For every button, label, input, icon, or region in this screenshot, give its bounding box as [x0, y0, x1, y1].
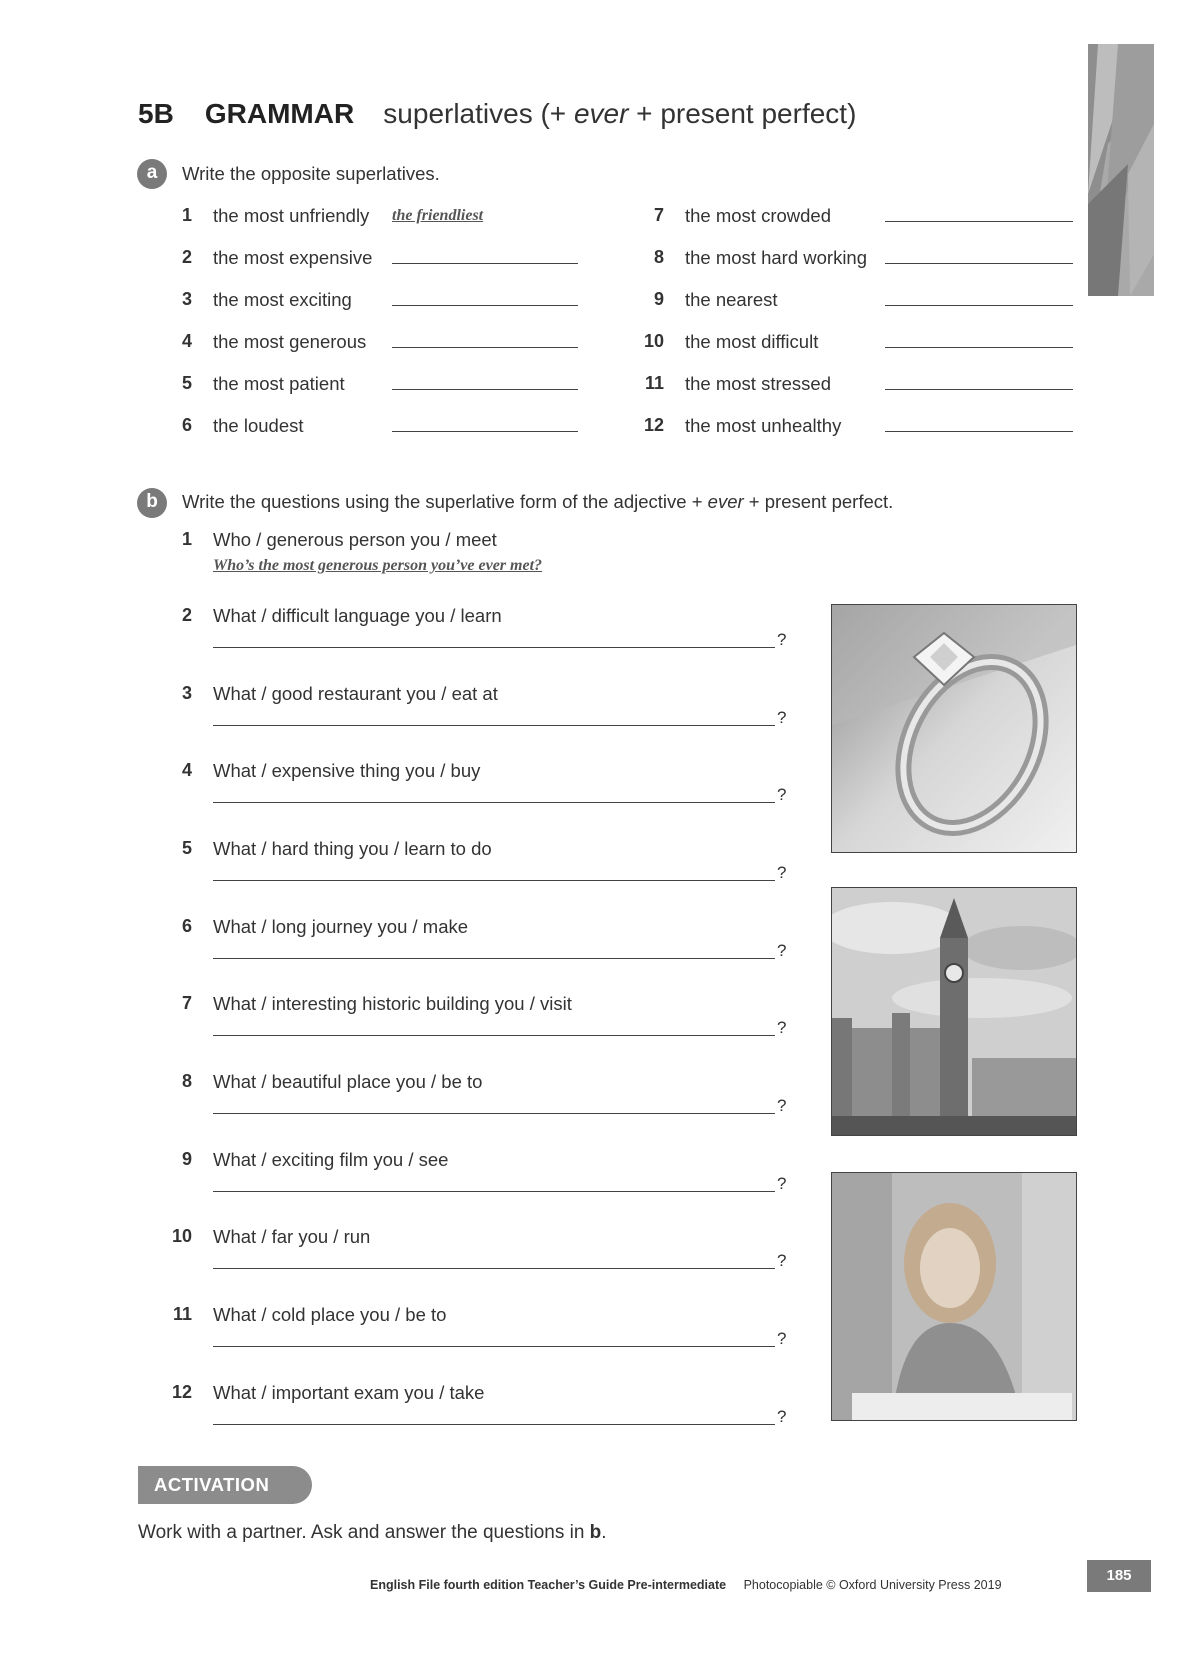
page-title — [138, 98, 856, 130]
answer-line[interactable] — [213, 725, 775, 726]
ring-photo — [831, 604, 1077, 853]
question-prompt: What / expensive thing you / buy — [213, 760, 481, 781]
item-number: 8 — [653, 247, 664, 267]
question-prompt: What / interesting historic building you / visit — [213, 993, 572, 1014]
footer-book-title: English File fourth edition Teacher’s Guide Pre-intermediate — [370, 1578, 727, 1592]
answer-line[interactable] — [213, 1346, 775, 1347]
unit-code: 5B — [138, 98, 174, 129]
answer-line[interactable] — [213, 1191, 775, 1192]
item-number: 3 — [181, 289, 192, 309]
example-answer: Who’s the most generous person you’ve ever met? — [213, 557, 543, 574]
exercise-b-instruction: Write the questions using the superlative form of the adjective + ever + present perfect. — [182, 491, 894, 512]
item-text: the most exciting — [213, 289, 352, 310]
answer-line[interactable] — [392, 431, 578, 432]
item-number: 1 — [181, 529, 192, 549]
question-prompt: What / exciting film you / see — [213, 1149, 449, 1170]
item-number: 2 — [181, 247, 192, 267]
question-mark: ? — [777, 941, 787, 960]
answer-line[interactable] — [885, 263, 1073, 264]
answer-line[interactable] — [885, 221, 1073, 222]
item-number: 12 — [171, 1382, 192, 1402]
item-number: 6 — [181, 916, 192, 936]
question-prompt: What / good restaurant you / eat at — [213, 683, 498, 704]
page-number: 185 — [1087, 1560, 1151, 1592]
answer-line[interactable] — [213, 958, 775, 959]
answer-line[interactable] — [885, 431, 1073, 432]
question-prompt: What / important exam you / take — [213, 1382, 485, 1403]
student-exam-photo — [831, 1172, 1077, 1421]
title-subtitle: superlatives (+ ever + present perfect) — [383, 98, 857, 129]
activation-text: Work with a partner. Ask and answer the questions in b. — [138, 1522, 607, 1543]
question-mark: ? — [777, 1174, 787, 1193]
footer-copyright: Photocopiable © Oxford University Press 2019 — [743, 1578, 1002, 1592]
footer — [370, 1578, 1002, 1592]
item-number: 1 — [181, 205, 192, 225]
item-number: 10 — [171, 1226, 192, 1246]
question-prompt: What / cold place you / be to — [213, 1304, 447, 1325]
question-mark: ? — [777, 1018, 787, 1037]
item-text: the most hard working — [685, 247, 868, 268]
question-mark: ? — [777, 863, 787, 882]
activation-label: ACTIVATION — [138, 1466, 312, 1504]
item-text: the most generous — [213, 331, 367, 352]
question-mark: ? — [777, 1407, 787, 1426]
item-text: the most unhealthy — [685, 415, 842, 436]
exercise-a-instruction: Write the opposite superlatives. — [182, 163, 440, 184]
question-prompt: What / long journey you / make — [213, 916, 469, 937]
exercise-b-badge: b — [137, 488, 167, 518]
answer-line[interactable] — [392, 389, 578, 390]
answer-line[interactable] — [213, 1113, 775, 1114]
item-text: the most stressed — [685, 373, 832, 394]
example-answer: the friendliest — [392, 207, 484, 224]
exercise-a-badge: a — [137, 159, 167, 189]
page-corner-graphic — [1088, 44, 1154, 296]
item-number: 9 — [653, 289, 664, 309]
item-text: the most expensive — [213, 247, 373, 268]
question-mark: ? — [777, 1329, 787, 1348]
question-mark: ? — [777, 785, 787, 804]
item-number: 8 — [181, 1071, 192, 1091]
item-number: 7 — [653, 205, 664, 225]
question-prompt: What / hard thing you / learn to do — [213, 838, 492, 859]
question-prompt: What / far you / run — [213, 1226, 371, 1247]
answer-line[interactable] — [885, 347, 1073, 348]
item-number: 6 — [181, 415, 192, 435]
item-text: the most unfriendly — [213, 205, 370, 226]
answer-line[interactable] — [213, 1268, 775, 1269]
item-text: the most difficult — [685, 331, 819, 352]
section-name: GRAMMAR — [204, 98, 355, 129]
item-number: 10 — [643, 331, 664, 351]
item-text: the most crowded — [685, 205, 832, 226]
item-text: the nearest — [685, 289, 778, 310]
item-text: the loudest — [213, 415, 304, 436]
answer-line[interactable] — [885, 389, 1073, 390]
question-prompt: What / beautiful place you / be to — [213, 1071, 483, 1092]
item-number: 12 — [643, 415, 664, 435]
answer-line[interactable] — [392, 305, 578, 306]
answer-line[interactable] — [213, 1424, 775, 1425]
item-number: 9 — [181, 1149, 192, 1169]
question-prompt: What / difficult language you / learn — [213, 605, 502, 626]
item-number: 7 — [181, 993, 192, 1013]
item-number: 3 — [181, 683, 192, 703]
item-number: 4 — [181, 331, 192, 351]
answer-line[interactable] — [213, 880, 775, 881]
answer-line[interactable] — [213, 647, 775, 648]
item-number: 4 — [181, 760, 192, 780]
item-number: 11 — [172, 1304, 192, 1324]
item-number: 5 — [181, 373, 192, 393]
question-mark: ? — [777, 1096, 787, 1115]
item-number: 5 — [181, 838, 192, 858]
answer-line[interactable] — [392, 263, 578, 264]
answer-line[interactable] — [213, 1035, 775, 1036]
answer-line[interactable] — [392, 347, 578, 348]
item-number: 2 — [181, 605, 192, 625]
question-mark: ? — [777, 708, 787, 727]
question-mark: ? — [777, 1251, 787, 1270]
item-number: 11 — [644, 373, 664, 393]
answer-line[interactable] — [885, 305, 1073, 306]
question-mark: ? — [777, 630, 787, 649]
question-prompt: Who / generous person you / meet — [213, 529, 497, 550]
answer-line[interactable] — [213, 802, 775, 803]
big-ben-photo — [831, 887, 1077, 1136]
item-text: the most patient — [213, 373, 345, 394]
